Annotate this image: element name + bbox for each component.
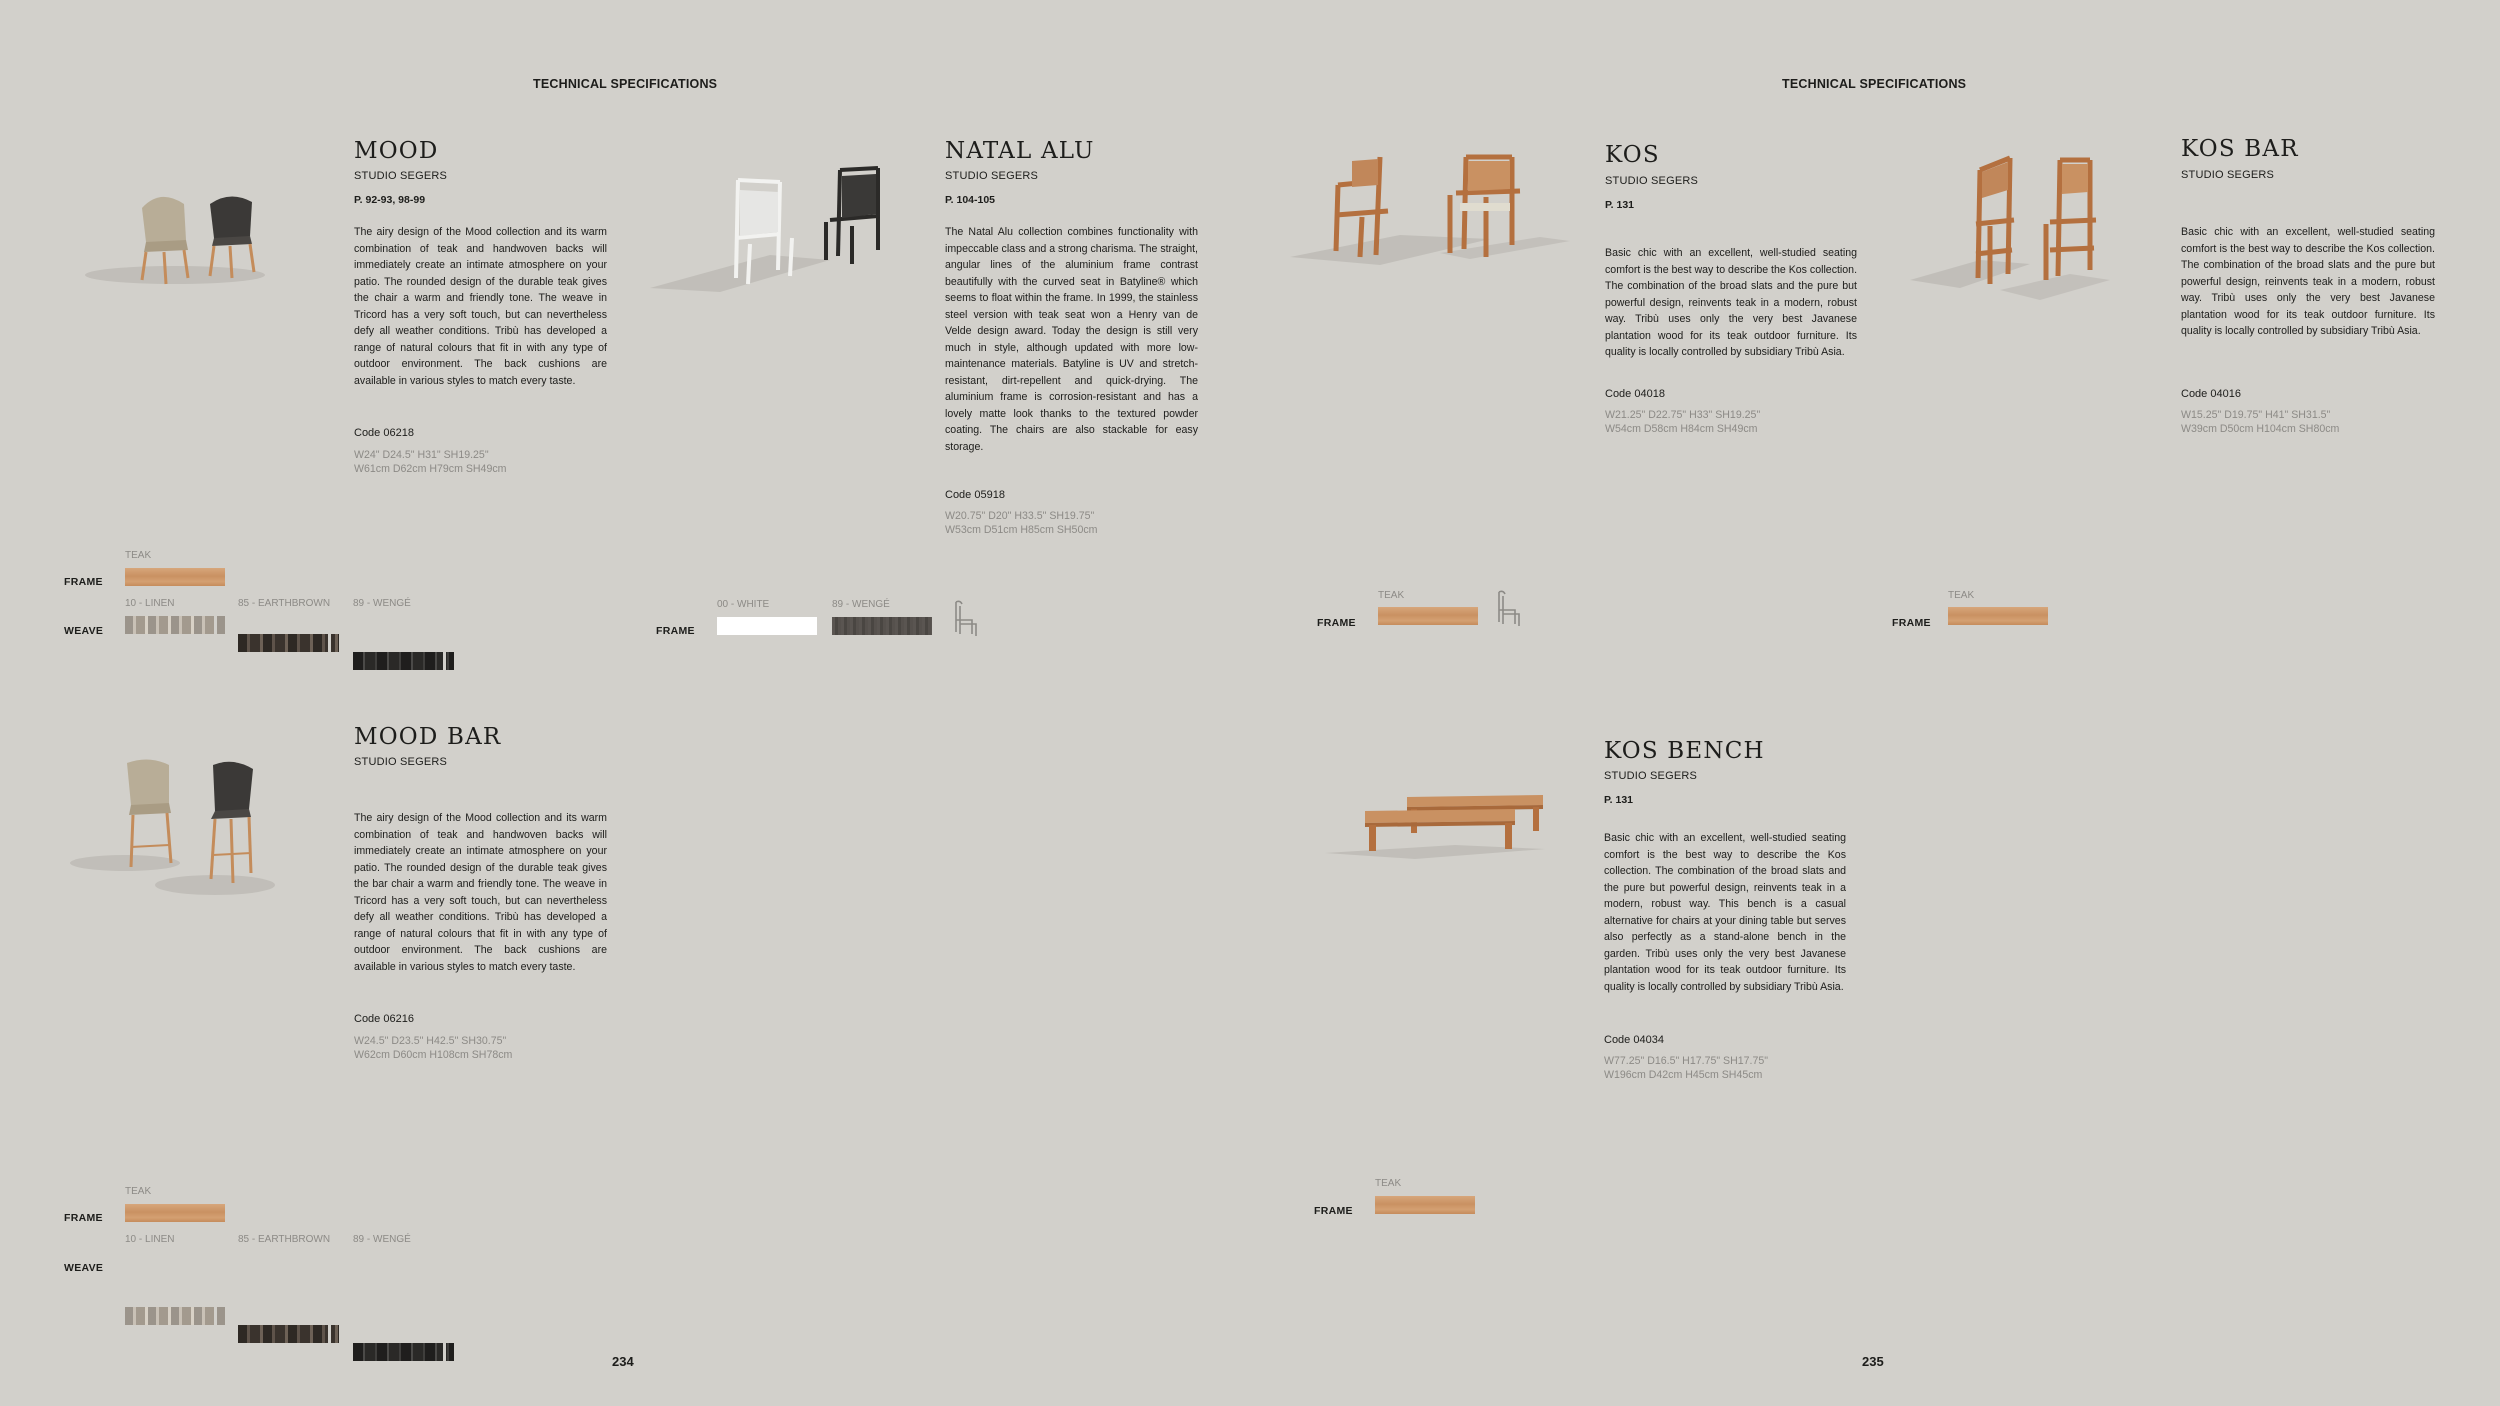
swatch-teak[interactable]	[125, 1204, 225, 1222]
code-mood-bar: Code 06216	[354, 1013, 414, 1025]
product-title-mood-bar: MOOD BAR	[354, 724, 502, 750]
swatch-teak[interactable]	[1378, 607, 1478, 625]
description-natal-alu: The Natal Alu collection combines functionality with impeccable class and a strong charisma. The straight, angular lines of the aluminium frame contrast beautifully with the curved seat in Batyline® which seems to float within the frame. In 1999, the stainless steel version with teak seat won a Henry van de Velde design award. Today the design is still very much in style, although updated with more low-maintenance materials. Batyline is UV and stretch-resistant, dirt-repellent and quick-drying. The aluminium frame is corrosion-resistant and has a lovely matte look thanks to the textured powder coating. The chairs are also stackable for easy storage.	[945, 226, 1198, 453]
swatch-wenge[interactable]	[353, 1343, 454, 1361]
swatch-teak[interactable]	[1948, 607, 2048, 625]
frame-label: FRAME	[1317, 617, 1356, 629]
page-ref-natal-alu: P. 104-105	[945, 194, 996, 206]
product-image-mood-bar	[65, 755, 285, 905]
swatch-label-wenge: 89 - WENGÉ	[832, 599, 890, 610]
page-title-right: TECHNICAL SPECIFICATIONS	[1782, 77, 1967, 91]
product-title-kos-bar: KOS BAR	[2181, 136, 2299, 162]
dimensions-in-kos: W21.25" D22.75" H33" SH19.25"	[1605, 409, 1761, 421]
swatch-white[interactable]	[717, 617, 817, 635]
swatch-label-wenge: 89 - WENGÉ	[353, 598, 411, 609]
swatch-wenge[interactable]	[353, 652, 454, 670]
product-image-mood	[80, 180, 280, 290]
dimensions-cm-natal-alu: W53cm D51cm H85cm SH50cm	[945, 524, 1098, 536]
description-kos-bar: Basic chic with an excellent, well-studied seating comfort is the best way to describe the Kos collection. The combination of the broad slats and the pure but powerful design, reinvents teak in a modern, robust way. Tribù uses only the very best Javanese plantation wood for its teak outdoor furniture. Its quality is locally controlled by subsidiary Tribù Asia.	[2181, 226, 2435, 337]
page-number-right: 235	[1862, 1354, 1884, 1369]
swatch-label-teak: TEAK	[1948, 590, 1975, 601]
swatch-label-teak: TEAK	[1378, 590, 1405, 601]
description-kos: Basic chic with an excellent, well-studied seating comfort is the best way to describe the Kos collection. The combination of the broad slats and the pure but powerful design, reinvents teak in a modern, robust way. Tribù uses only the very best Javanese plantation wood for its teak outdoor furniture. Its quality is locally controlled by subsidiary Tribù Asia.	[1605, 247, 1858, 358]
frame-label: FRAME	[1892, 617, 1931, 629]
dimensions-in-mood-bar: W24.5" D23.5" H42.5" SH30.75"	[354, 1035, 507, 1047]
dimensions-in-natal-alu: W20.75" D20" H33.5" SH19.75"	[945, 510, 1095, 522]
swatch-earthbrown[interactable]	[238, 634, 339, 652]
swatch-label-teak: TEAK	[1375, 1178, 1402, 1189]
product-title-natal-alu: NATAL ALU	[945, 138, 1095, 164]
dimensions-cm-kos-bench: W196cm D42cm H45cm SH45cm	[1604, 1069, 1763, 1081]
weave-label: WEAVE	[64, 625, 104, 637]
dimensions-in-kos-bench: W77.25" D16.5" H17.75" SH17.75"	[1604, 1055, 1769, 1067]
dimensions-cm-mood-bar: W62cm D60cm H108cm SH78cm	[354, 1049, 513, 1061]
swatch-wenge[interactable]	[832, 617, 932, 635]
designer-kos: STUDIO SEGERS	[1605, 175, 1699, 187]
dimensions-cm-kos-bar: W39cm D50cm H104cm SH80cm	[2181, 423, 2340, 435]
swatch-label-white: 00 - WHITE	[717, 599, 770, 610]
swatch-linen[interactable]	[125, 1307, 225, 1325]
code-mood: Code 06218	[354, 427, 414, 439]
dimensions-in-mood: W24" D24.5" H31" SH19.25"	[354, 449, 489, 461]
swatch-teak[interactable]	[1375, 1196, 1475, 1214]
dimensions-in-kos-bar: W15.25" D19.75" H41" SH31.5"	[2181, 409, 2331, 421]
frame-label: FRAME	[656, 625, 695, 637]
designer-mood: STUDIO SEGERS	[354, 170, 448, 182]
page-number-left: 234	[612, 1354, 634, 1369]
designer-kos-bench: STUDIO SEGERS	[1604, 770, 1698, 782]
product-image-kos-bar	[1910, 150, 2110, 300]
dimensions-cm-kos: W54cm D58cm H84cm SH49cm	[1605, 423, 1758, 435]
swatch-linen[interactable]	[125, 616, 225, 634]
page-ref-mood: P. 92-93, 98-99	[354, 194, 426, 206]
designer-mood-bar: STUDIO SEGERS	[354, 756, 448, 768]
frame-label: FRAME	[64, 576, 103, 588]
swatch-earthbrown[interactable]	[238, 1325, 339, 1343]
designer-kos-bar: STUDIO SEGERS	[2181, 169, 2275, 181]
page-ref-kos-bench: P. 131	[1604, 794, 1634, 806]
code-kos-bench: Code 04034	[1604, 1034, 1664, 1046]
designer-natal-alu: STUDIO SEGERS	[945, 170, 1039, 182]
page-title-left: TECHNICAL SPECIFICATIONS	[533, 77, 718, 91]
code-natal-alu: Code 05918	[945, 489, 1005, 501]
swatch-label-earthbrown: 85 - EARTHBROWN	[238, 1234, 331, 1245]
swatch-label-wenge: 89 - WENGÉ	[353, 1234, 411, 1245]
product-image-natal-alu	[640, 160, 900, 295]
product-title-kos: KOS	[1605, 142, 1660, 168]
code-kos-bar: Code 04016	[2181, 388, 2241, 400]
product-image-kos	[1290, 145, 1570, 270]
code-kos: Code 04018	[1605, 388, 1665, 400]
description-mood-bar: The airy design of the Mood collection and its warm combination of teak and handwoven backs will immediately create an intimate atmosphere on your patio. The rounded design of the durable teak gives the bar chair a warm and friendly tone. The weave in Tricord has a very soft touch, but can nevertheless defy all weather conditions. Tribù has developed a range of natural colours that fit in with any type of outdoor environment. The back cushions are available in various styles to match every taste.	[354, 812, 607, 973]
swatch-teak[interactable]	[125, 568, 225, 586]
frame-label: FRAME	[64, 1212, 103, 1224]
description-kos-bench: Basic chic with an excellent, well-studied seating comfort is the best way to describe the Kos collection. The combination of the broad slats and the pure but powerful design, reinvents teak in a modern, robust way. This bench is a casual alternative for chairs at your dining table but serves also perfectly as a stand-alone bench in the garden. Tribù uses only the very best Javanese plantation wood for its teak outdoor furniture. Its quality is locally controlled by subsidiary Tribù Asia.	[1604, 832, 1846, 993]
description-mood: The airy design of the Mood collection and its warm combination of teak and handwoven backs will immediately create an intimate atmosphere on your patio. The rounded design of the durable teak gives the chair a warm and friendly tone. The weave in Tricord has a very soft touch, but can nevertheless defy all weather conditions. Tribù has developed a range of natural colours that fit in with any type of outdoor environment. The back cushions are available in various styles to match every taste.	[354, 226, 607, 387]
page-ref-kos: P. 131	[1605, 199, 1635, 211]
product-title-mood: MOOD	[354, 138, 439, 164]
product-image-kos-bench	[1325, 785, 1555, 860]
stackable-chair-icon	[1493, 588, 1523, 628]
swatch-label-earthbrown: 85 - EARTHBROWN	[238, 598, 331, 609]
dimensions-cm-mood: W61cm D62cm H79cm SH49cm	[354, 463, 507, 475]
weave-label: WEAVE	[64, 1262, 104, 1274]
swatch-label-teak: TEAK	[125, 1186, 152, 1197]
product-title-kos-bench: KOS BENCH	[1604, 738, 1765, 764]
swatch-label-linen: 10 - LINEN	[125, 1234, 175, 1245]
swatch-label-linen: 10 - LINEN	[125, 598, 175, 609]
frame-label: FRAME	[1314, 1205, 1353, 1217]
swatch-label-teak: TEAK	[125, 550, 152, 561]
stackable-chair-icon	[950, 598, 980, 638]
